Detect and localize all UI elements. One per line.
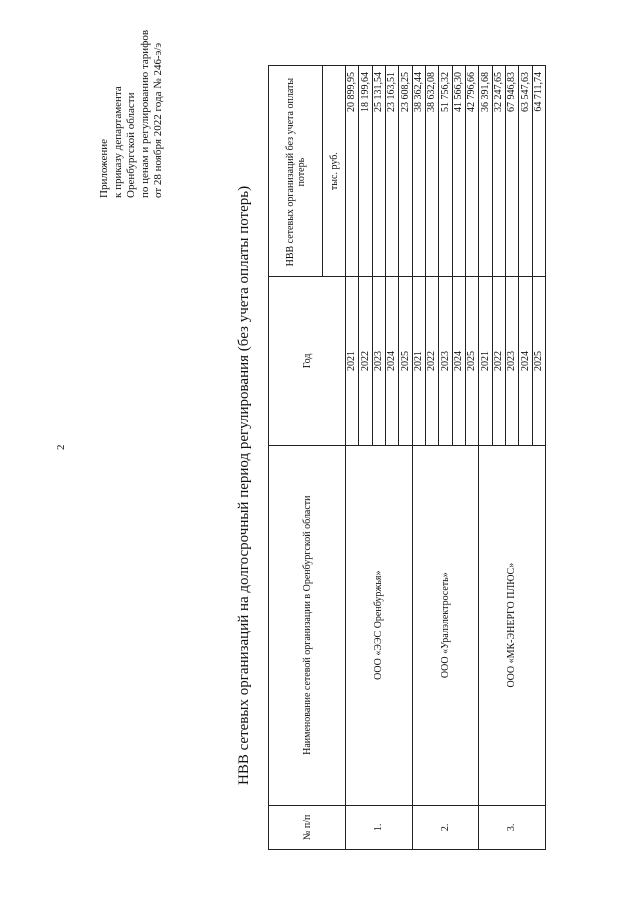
value-cell: 64 711,74 bbox=[532, 66, 545, 277]
year-cell: 2022 bbox=[359, 277, 372, 445]
value-cell: 32 247,65 bbox=[492, 66, 505, 277]
unit-cell: тыс. руб. bbox=[323, 66, 346, 277]
year-cell: 2021 bbox=[346, 277, 359, 445]
value-cell: 51 756,32 bbox=[439, 66, 452, 277]
year-cell: 2021 bbox=[412, 277, 425, 445]
appendix-line: Приложение bbox=[98, 138, 110, 198]
value-cell: 41 566,30 bbox=[452, 66, 465, 277]
header-year: Год bbox=[269, 277, 346, 445]
table-row bbox=[479, 66, 492, 850]
value-cell: 25 131,54 bbox=[372, 66, 385, 277]
year-cell: 2025 bbox=[466, 277, 479, 445]
year-cell: 2021 bbox=[479, 277, 492, 445]
appendix-block bbox=[98, 30, 166, 198]
row-number: 1. bbox=[346, 805, 413, 849]
year-cell: 2022 bbox=[492, 277, 505, 445]
value-cell: 18 199,64 bbox=[359, 66, 372, 277]
year-cell: 2025 bbox=[532, 277, 545, 445]
year-cell: 2025 bbox=[399, 277, 412, 445]
appendix-line: от 28 ноября 2022 года № 246-э/э bbox=[152, 42, 164, 198]
appendix-line: по ценам и регулированию тарифов bbox=[138, 29, 151, 198]
year-cell: 2023 bbox=[439, 277, 452, 445]
organization-name: ООО «Уралэлектросеть» bbox=[412, 445, 479, 805]
value-cell: 23 163,51 bbox=[386, 66, 399, 277]
value-cell: 67 946,83 bbox=[506, 66, 519, 277]
table-row bbox=[412, 66, 425, 850]
nvv-table bbox=[268, 65, 546, 850]
value-cell: 20 899,95 bbox=[346, 66, 359, 277]
value-cell: 38 362,44 bbox=[412, 66, 425, 277]
page-number: 2 bbox=[55, 444, 67, 450]
appendix-line: к приказу департамента bbox=[111, 86, 124, 198]
value-cell: 36 391,68 bbox=[479, 66, 492, 277]
row-number: 2. bbox=[412, 805, 479, 849]
table-row bbox=[346, 66, 359, 850]
table-body bbox=[346, 66, 546, 850]
year-cell: 2023 bbox=[372, 277, 385, 445]
year-cell: 2022 bbox=[426, 277, 439, 445]
document-title: НВВ сетевых организаций на долгосрочный период регулирования (без учета оплаты потерь) bbox=[236, 185, 252, 785]
header-value: НВВ сетевых организаций без учета оплаты потерь bbox=[269, 66, 323, 277]
organization-name: ООО «ЭЭС Оренбуржья» bbox=[346, 445, 413, 805]
year-cell: 2024 bbox=[519, 277, 532, 445]
organization-name: ООО «МК-ЭНЕРГО ПЛЮС» bbox=[479, 445, 546, 805]
value-cell: 42 796,66 bbox=[466, 66, 479, 277]
row-number: 3. bbox=[479, 805, 546, 849]
value-cell: 38 632,08 bbox=[426, 66, 439, 277]
value-cell: 63 547,63 bbox=[519, 66, 532, 277]
appendix-line: Оренбургской области bbox=[125, 92, 137, 198]
header-name: Наименование сетевой организации в Оренбургской области bbox=[269, 445, 346, 805]
header-num: № п/п bbox=[269, 805, 346, 849]
year-cell: 2023 bbox=[506, 277, 519, 445]
year-cell: 2024 bbox=[386, 277, 399, 445]
year-cell: 2024 bbox=[452, 277, 465, 445]
table-header-row bbox=[269, 66, 323, 850]
value-cell: 23 608,25 bbox=[399, 66, 412, 277]
